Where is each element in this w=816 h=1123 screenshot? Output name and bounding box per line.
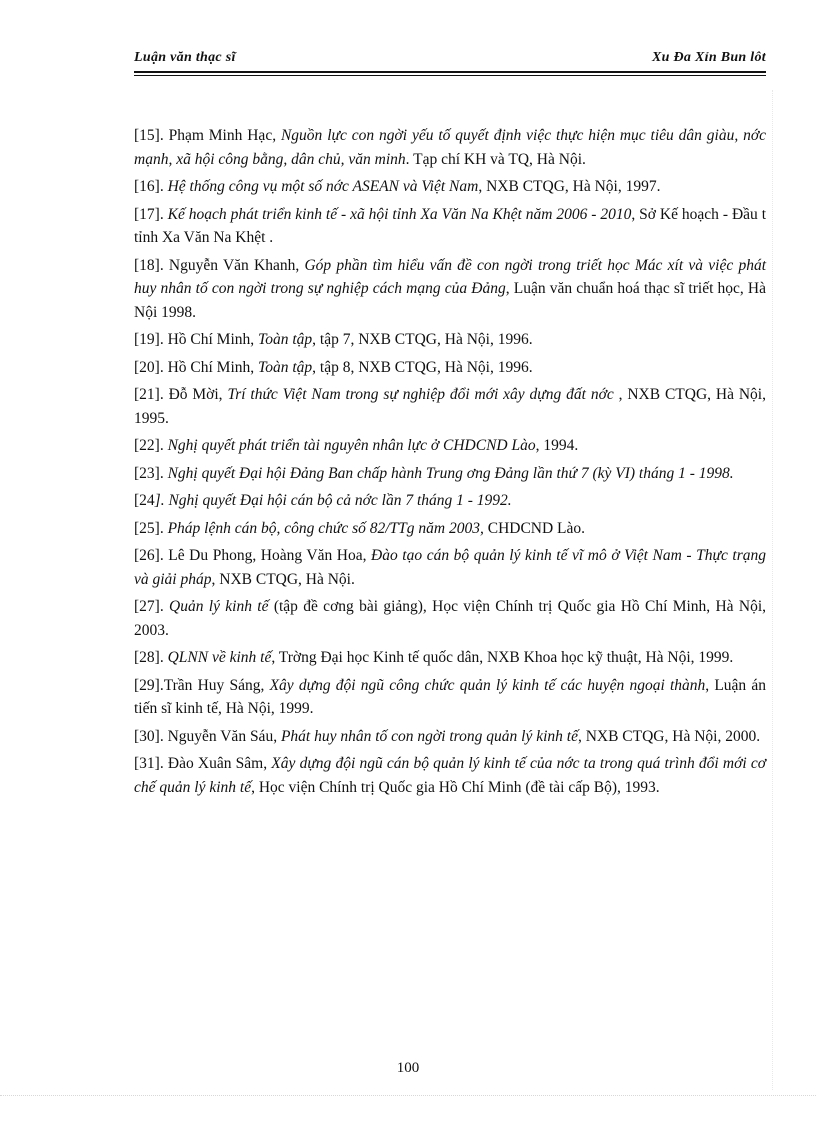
header-rule-thin — [134, 75, 766, 76]
reference-list — [134, 124, 766, 803]
reference-27: [27]. Quản lý kinh tế (tập đề cơng bài giảng), Học viện Chính trị Quốc gia Hồ Chí Minh, Hà Nội, 2003. — [134, 598, 766, 639]
reference-15: [15]. Phạm Minh Hạc, Nguồn lực con ngời yếu tố quyết định việc thực hiện mục tiêu dân giàu, nớc mạnh, xã hội công bằng, dân chủ, văn minh. Tạp chí KH và TQ, Hà Nội. — [134, 127, 767, 168]
header-author-name: Xu Đa Xỉn Bun lôt — [651, 50, 766, 65]
reference-23: [23]. Nghị quyết Đại hội Đảng Ban chấp hành Trung ơng Đảng lần thứ 7 (kỳ VI) tháng 1 - 1998. — [134, 464, 734, 482]
reference-22: [22]. Nghị quyết phát triển tài nguyên nhân lực ở CHDCND Lào, 1994. — [134, 437, 579, 454]
header-thesis-label: Luận văn thạc sĩ — [134, 50, 236, 65]
reference-19: [19]. Hồ Chí Minh, Toàn tập, tập 7, NXB CTQG, Hà Nội, 1996. — [134, 331, 533, 348]
reference-24: [24]. Nghị quyết Đại hội cán bộ cả nớc lần 7 tháng 1 - 1992. — [134, 492, 512, 509]
page-header — [134, 50, 766, 70]
page-number: 100 — [396, 1060, 420, 1076]
reference-30: [30]. Nguyễn Văn Sáu, Phát huy nhân tố con ngời trong quản lý kinh tế, NXB CTQG, Hà Nội, 2000. — [134, 727, 761, 745]
margin-dotted-line — [772, 90, 773, 1090]
reference-17: [17]. Kế hoạch phát triển kinh tế - xã hội tỉnh Xa Văn Na Khệt năm 2006 - 2010, Sở Kế hoạch - Đầu t tỉnh Xa Văn Na Khệt . — [134, 205, 766, 246]
reference-25: [25]. Pháp lệnh cán bộ, công chức số 82/TTg năm 2003, CHDCND Lào. — [134, 519, 586, 537]
reference-29: [29].Trần Huy Sáng, Xây dựng đội ngũ công chức quản lý kinh tế các huyện ngoại thành, Luận án tiến sĩ kinh tế, Hà Nội, 1999. — [134, 676, 767, 717]
reference-20: [20]. Hồ Chí Minh, Toàn tập, tập 8, NXB CTQG, Hà Nội, 1996. — [134, 358, 533, 376]
reference-18: [18]. Nguyễn Văn Khanh, Góp phần tìm hiểu vấn đề con ngời trong triết học Mác xít và việc phát huy nhân tố con ngời trong sự nghiệp cách mạng của Đảng, Luận văn chuẩn hoá thạc sĩ triết học, Hà Nội 1998. — [134, 256, 766, 321]
footer-dotted-line — [0, 1095, 816, 1096]
reference-26: [26]. Lê Du Phong, Hoàng Văn Hoa, Đào tạo cán bộ quản lý kinh tế vĩ mô ở Việt Nam - Thực trạng và giải pháp, NXB CTQG, Hà Nội. — [134, 547, 766, 588]
reference-28: [28]. QLNN về kinh tế, Trờng Đại học Kinh tế quốc dân, NXB Khoa học kỹ thuật, Hà Nội, 1999. — [134, 649, 734, 666]
reference-21: [21]. Đỗ Mời, Trí thức Việt Nam trong sự nghiệp đổi mới xây dựng đất nớc , NXB CTQG, Hà Nội, 1995. — [134, 386, 766, 427]
reference-31: [31]. Đào Xuân Sâm, Xây dựng đội ngũ cán bộ quản lý kinh tế của nớc ta trong quá trình đổi mới cơ chế quản lý kinh tế, Học viện Chính trị Quốc gia Hồ Chí Minh (đề tài cấp Bộ), 1993. — [134, 755, 766, 796]
reference-16: [16]. Hệ thống công vụ một số nớc ASEAN và Việt Nam, NXB CTQG, Hà Nội, 1997. — [134, 178, 661, 195]
header-rule-thick — [134, 71, 766, 73]
